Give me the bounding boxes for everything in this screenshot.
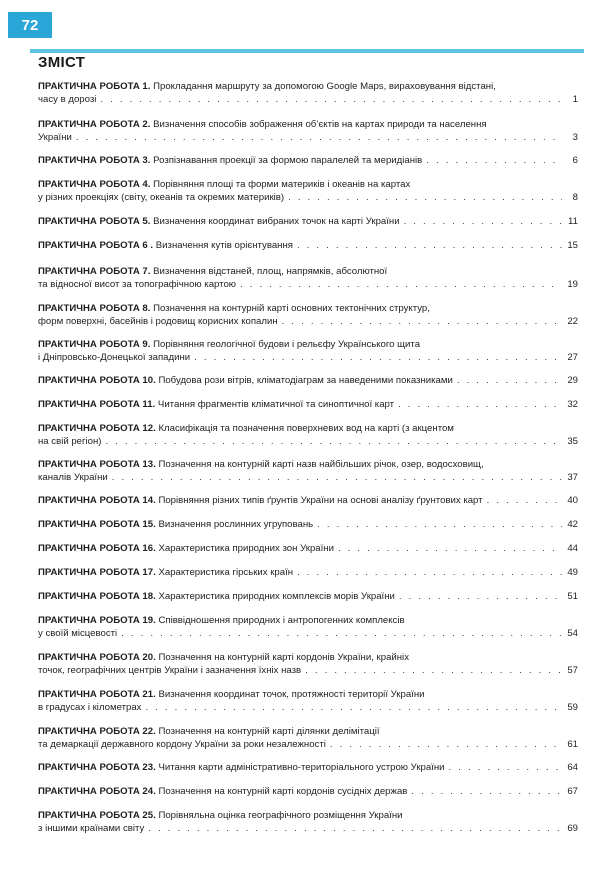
toc-entry[interactable] <box>38 785 578 798</box>
dot-leader <box>121 627 562 640</box>
toc-entry[interactable] <box>38 688 578 714</box>
toc-page-number: 22 <box>567 316 578 327</box>
toc-entry-label: ПРАКТИЧНА РОБОТА 10. <box>38 375 156 386</box>
toc-entry-label: ПРАКТИЧНА РОБОТА 22. <box>38 726 156 737</box>
toc-entry-text: Порівняння геологічної будови і рельєфу Українського щита <box>153 339 421 350</box>
toc-entry-label: ПРАКТИЧНА РОБОТА 7. <box>38 266 151 277</box>
toc-entry-label: ПРАКТИЧНА РОБОТА 13. <box>38 459 156 470</box>
page-title: ЗМІСТ <box>38 54 86 71</box>
dot-leader <box>288 191 562 204</box>
toc-page-number: 54 <box>567 628 578 639</box>
dot-leader <box>457 374 562 387</box>
dot-leader <box>240 278 562 291</box>
toc-page-number: 19 <box>567 279 578 290</box>
toc-entry-label: ПРАКТИЧНА РОБОТА 20. <box>38 652 156 663</box>
toc-entry-text: Визначення координат точок, протяжності території України <box>158 689 425 700</box>
toc-entry[interactable] <box>38 590 578 603</box>
dot-leader <box>112 471 562 484</box>
toc-entry-label: ПРАКТИЧНА РОБОТА 12. <box>38 423 156 434</box>
toc-page-number: 11 <box>568 216 578 227</box>
dot-leader <box>148 822 562 835</box>
toc-entry[interactable] <box>38 422 578 448</box>
dot-leader <box>404 215 562 228</box>
toc-entry-text: Співвідношення природних і антропогенних комплексів <box>158 615 405 626</box>
toc-entry[interactable] <box>38 215 578 228</box>
dot-leader <box>194 351 562 364</box>
toc-entry-text: Характеристика гірських країн <box>158 567 294 578</box>
toc-entry-label: ПРАКТИЧНА РОБОТА 15. <box>38 519 156 530</box>
dot-leader <box>145 701 562 714</box>
toc-entry-label: ПРАКТИЧНА РОБОТА 1. <box>38 81 151 92</box>
toc-entry-text: з іншими країнами світу <box>38 823 145 834</box>
toc-page-number: 40 <box>567 495 578 506</box>
dot-leader <box>487 494 562 507</box>
toc-entry[interactable] <box>38 761 578 774</box>
toc-page-number: 35 <box>567 436 578 447</box>
toc-entry-text: Визначення рослинних угруповань <box>158 519 314 530</box>
toc-entry-text: Визначення способів зображення об’єктів на картах природи та населення <box>153 119 487 130</box>
toc-entry-label: ПРАКТИЧНА РОБОТА 24. <box>38 786 156 797</box>
toc-page-number: 15 <box>567 240 578 251</box>
toc-entry[interactable] <box>38 494 578 507</box>
toc-entry-text: і Дніпровсько-Донецької западини <box>38 352 191 363</box>
dot-leader <box>297 239 562 252</box>
toc-entry-label: ПРАКТИЧНА РОБОТА 4. <box>38 179 151 190</box>
toc-entry[interactable] <box>38 154 578 167</box>
toc-page-number: 67 <box>567 786 578 797</box>
toc-entry[interactable] <box>38 458 578 484</box>
toc-entry-label: ПРАКТИЧНА РОБОТА 21. <box>38 689 156 700</box>
toc-entry-label: ПРАКТИЧНА РОБОТА 6 . <box>38 240 154 251</box>
toc-page-number: 44 <box>567 543 578 554</box>
toc-entry[interactable] <box>38 374 578 387</box>
toc-entry-text: та відносної висот за топографічною картою <box>38 279 236 290</box>
toc-entry-text: часу в дорозі <box>38 94 97 105</box>
toc-entry[interactable] <box>38 338 578 364</box>
dot-leader <box>76 131 562 144</box>
toc-entry[interactable] <box>38 265 578 291</box>
toc-entry[interactable] <box>38 80 578 106</box>
toc-entry[interactable] <box>38 118 578 144</box>
toc-entry[interactable] <box>38 518 578 531</box>
toc-entry-text: Позначення на контурній карті назв найбільших річок, озер, водосховищ, <box>158 459 484 470</box>
toc-entry[interactable] <box>38 302 578 328</box>
toc-entry-text: Визначення кутів орієнтування <box>155 240 293 251</box>
toc-entry-label: ПРАКТИЧНА РОБОТА 8. <box>38 303 151 314</box>
toc-page-number: 59 <box>567 702 578 713</box>
toc-entry-text: Читання фрагментів кліматичної та синоптичної карт <box>157 399 395 410</box>
dot-leader <box>330 738 562 751</box>
toc-entry[interactable] <box>38 809 578 835</box>
toc-page-number: 37 <box>567 472 578 483</box>
toc-entry-label: ПРАКТИЧНА РОБОТА 17. <box>38 567 156 578</box>
dot-leader <box>282 315 562 328</box>
dot-leader <box>317 518 562 531</box>
toc-page-number: 3 <box>572 132 578 143</box>
toc-entry-label: ПРАКТИЧНА РОБОТА 18. <box>38 591 156 602</box>
toc-entry-text: Визначення координат вибраних точок на карті України <box>153 216 400 227</box>
toc-entry-label: ПРАКТИЧНА РОБОТА 14. <box>38 495 156 506</box>
toc-entry-label: ПРАКТИЧНА РОБОТА 11. <box>38 399 156 410</box>
dot-leader <box>297 566 562 579</box>
toc-entry[interactable] <box>38 614 578 640</box>
toc-page-number: 32 <box>567 399 578 410</box>
toc-entry[interactable] <box>38 239 578 252</box>
toc-entry-label: ПРАКТИЧНА РОБОТА 3. <box>38 155 151 166</box>
dot-leader <box>426 154 562 167</box>
toc-page-number: 42 <box>567 519 578 530</box>
toc-page-number: 64 <box>567 762 578 773</box>
toc-entry-text: Побудова рози вітрів, кліматодіаграм за наведеними показниками <box>158 375 453 386</box>
toc-entry-text: Визначення відстаней, площ, напрямків, абсолютної <box>153 266 388 277</box>
top-rule-divider <box>30 49 584 53</box>
toc-entry-text: у своїй місцевості <box>38 628 118 639</box>
toc-page-number: 8 <box>572 192 578 203</box>
dot-leader <box>100 93 562 106</box>
toc-page-number: 29 <box>567 375 578 386</box>
toc-entry-text: Порівняння площі та форми материків і океанів на картах <box>153 179 411 190</box>
toc-page-number: 69 <box>567 823 578 834</box>
toc-entry-label: ПРАКТИЧНА РОБОТА 19. <box>38 615 156 626</box>
toc-page-number: 49 <box>567 567 578 578</box>
dot-leader <box>398 398 562 411</box>
toc-entry-text: каналів України <box>38 472 108 483</box>
toc-entry-text: на свій регіон) <box>38 436 102 447</box>
toc-entry[interactable] <box>38 398 578 411</box>
toc-page-number: 57 <box>567 665 578 676</box>
toc-entry-text: України <box>38 132 72 143</box>
dot-leader <box>305 664 562 677</box>
toc-page-number: 61 <box>567 739 578 750</box>
toc-entry-text: Характеристика природних зон України <box>158 543 334 554</box>
toc-entry-text: Характеристика природних комплексів морів України <box>158 591 395 602</box>
dot-leader <box>338 542 562 555</box>
toc-entry-label: ПРАКТИЧНА РОБОТА 23. <box>38 762 156 773</box>
toc-entry-text: та демаркації державного кордону України за роки незалежності <box>38 739 326 750</box>
toc-page-number: 27 <box>567 352 578 363</box>
toc-entry-text: у різних проекціях (світу, океанів та окремих материків) <box>38 192 285 203</box>
toc-entry[interactable] <box>38 725 578 751</box>
toc-entry[interactable] <box>38 542 578 555</box>
dot-leader <box>411 785 562 798</box>
toc-entry-text: форм поверхні, басейнів і родовищ корисних копалин <box>38 316 278 327</box>
toc-entry-label: ПРАКТИЧНА РОБОТА 25. <box>38 810 156 821</box>
toc-page-number: 1 <box>572 94 578 105</box>
toc-entry[interactable] <box>38 566 578 579</box>
toc-entry-text: Розпізнавання проекції за формою паралелей та меридіанів <box>153 155 423 166</box>
toc-entry-text: Читання карти адміністративно-територіального устрою України <box>158 762 445 773</box>
toc-entry-label: ПРАКТИЧНА РОБОТА 16. <box>38 543 156 554</box>
toc-entry-text: Прокладання маршруту за допомогою Google Maps, вираховування відстані, <box>153 81 496 92</box>
toc-entry-label: ПРАКТИЧНА РОБОТА 5. <box>38 216 151 227</box>
toc-entry-text: Позначення на контурній карті ділянки делімітації <box>158 726 380 737</box>
toc-entry-text: Позначення на контурній карті основних тектонічних структур, <box>153 303 430 314</box>
page-number-badge: 72 <box>8 12 52 38</box>
dot-leader <box>105 435 562 448</box>
toc-entry-text: Позначення на контурній карті кордонів сусідніх держав <box>158 786 408 797</box>
toc-entry-text: точок, географічних центрів України і зазначення їхніх назв <box>38 665 302 676</box>
toc-entry-label: ПРАКТИЧНА РОБОТА 9. <box>38 339 151 350</box>
toc-entry[interactable] <box>38 651 578 677</box>
toc-entry-text: Класифікація та позначення поверхневих вод на карті (з акцентом <box>158 423 454 434</box>
toc-page-number: 6 <box>572 155 578 166</box>
toc-entry-text: Порівняльна оцінка географічного розміщення України <box>158 810 403 821</box>
toc-entry-label: ПРАКТИЧНА РОБОТА 2. <box>38 119 151 130</box>
toc-entry-text: в градусах і кілометрах <box>38 702 142 713</box>
dot-leader <box>449 761 562 774</box>
toc-page-number: 51 <box>567 591 578 602</box>
toc-entry-text: Позначення на контурній карті кордонів України, крайніх <box>158 652 409 663</box>
dot-leader <box>399 590 562 603</box>
toc-entry[interactable] <box>38 178 578 204</box>
toc-entry-text: Порівняння різних типів ґрунтів України на основі аналізу ґрунтових карт <box>158 495 483 506</box>
